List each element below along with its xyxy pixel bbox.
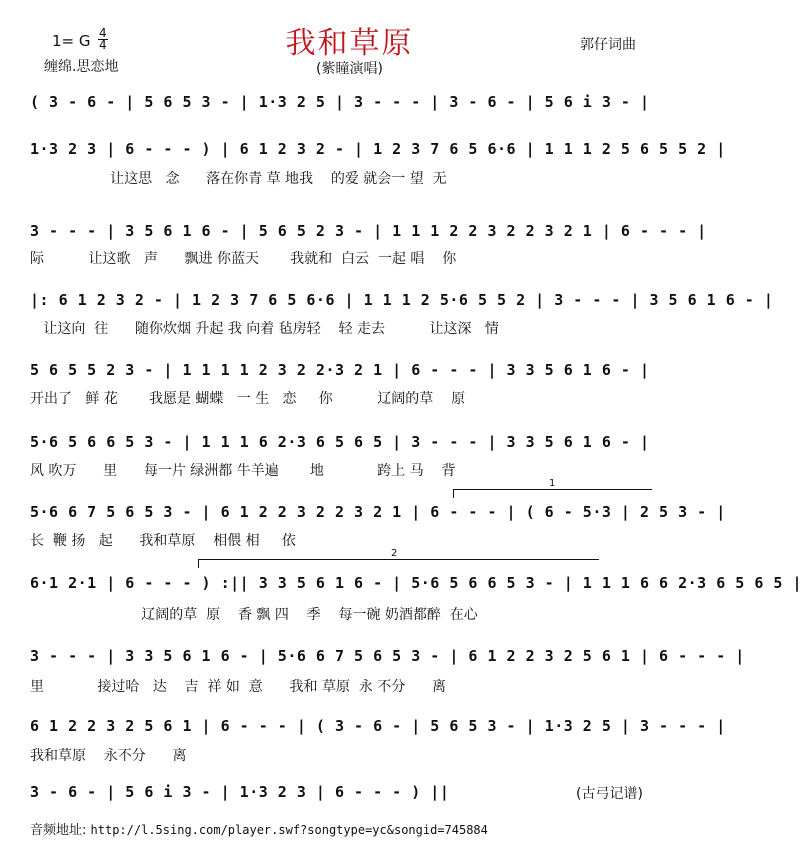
volta-second-ending: 2: [198, 559, 599, 568]
score-row-7-notes: 5·6 6 7 5 6 5 3 - | 6 1 2 2 3 2 2 3 2 1 | 6 - - - | ( 6 - 5·3 | 2 5 3 - |: [30, 503, 726, 521]
author-credit: 郭仔词曲: [580, 37, 636, 53]
transcriber-credit: (古弓记谱): [576, 786, 643, 802]
time-signature: [98, 28, 108, 51]
score-row-4-notes: |: 6 1 2 3 2 - | 1 2 3 7 6 5 6·6 | 1 1 1 2 5·6 5 5 2 | 3 - - - | 3 5 6 1 6 - |: [30, 291, 774, 309]
score-row-1-notes: ( 3 - 6 - | 5 6 5 3 - | 1·3 2 5 | 3 - - - | 3 - 6 - | 5 6 i 3 - |: [30, 93, 650, 111]
score-row-3-lyrics: 际 让这歌 声 飘进 你蓝天 我就和 白云 一起 唱 你: [30, 251, 457, 267]
time-signature-bottom: 4: [99, 38, 107, 52]
score-row-7-lyrics: 长 鞭 扬 起 我和草原 相偎 相 依: [30, 533, 296, 549]
score-row-5-notes: 5 6 5 5 2 3 - | 1 1 1 1 2 3 2 2·3 2 1 | 6 - - - | 3 3 5 6 1 6 - |: [30, 361, 650, 379]
score-row-3-notes: 3 - - - | 3 5 6 1 6 - | 5 6 5 2 3 - | 1 1 1 2 2 3 2 2 3 2 1 | 6 - - - |: [30, 222, 707, 240]
score-row-4-lyrics: 让这向 往 随你炊烟 升起 我 向着 毡房轻 轻 走去 让这深 情: [30, 321, 499, 337]
expression-mark: 缠绵.思恋地: [44, 59, 119, 75]
score-row-5-lyrics: 开出了 鲜 花 我愿是 蝴蝶 一 生 恋 你 辽阔的草 原: [30, 391, 466, 407]
key-signature: 1= G: [52, 32, 91, 50]
score-row-10-notes: 6 1 2 2 3 2 5 6 1 | 6 - - - | ( 3 - 6 - | 5 6 5 3 - | 1·3 2 5 | 3 - - - |: [30, 717, 726, 735]
score-row-6-notes: 5·6 5 6 6 5 3 - | 1 1 1 6 2·3 6 5 6 5 | 3 - - - | 3 3 5 6 1 6 - |: [30, 433, 650, 451]
score-row-8-lyrics: 辽阔的草 原 香 飘 四 季 每一碗 奶酒都醉 在心: [30, 607, 478, 623]
score-row-11-notes: 3 - 6 - | 5 6 i 3 - | 1·3 2 3 | 6 - - - ) ||: [30, 783, 450, 801]
score-row-2-lyrics: 让这思 念 落在你青 草 地我 的爱 就会一 望 无: [30, 171, 447, 187]
time-signature-top: 4: [99, 26, 107, 40]
score-row-9-notes: 3 - - - | 3 3 5 6 1 6 - | 5·6 6 7 5 6 5 3 - | 6 1 2 2 3 2 5 6 1 | 6 - - - |: [30, 647, 745, 665]
audio-link[interactable]: http://l.5sing.com/player.swf?songtype=yc&songid=745884: [90, 823, 488, 837]
score-row-9-lyrics: 里 接过哈 达 吉 祥 如 意 我和 草原 永 不分 离: [30, 679, 447, 695]
singer-credit: (紫瞳演唱): [316, 61, 383, 77]
audio-address: [30, 819, 488, 838]
score-row-2-notes: 1·3 2 3 | 6 - - - ) | 6 1 2 3 2 - | 1 2 3 7 6 5 6·6 | 1 1 1 2 5 6 5 5 2 |: [30, 140, 726, 158]
audio-label: 音频地址:: [30, 823, 87, 838]
volta-first-ending: 1: [453, 489, 652, 498]
score-row-8-notes: 6·1 2·1 | 6 - - - ) :|| 3 3 5 6 1 6 - | 5·6 5 6 6 5 3 - | 1 1 1 6 6 2·3 6 5 6 5 |: [30, 574, 802, 592]
score-row-10-lyrics: 我和草原 永不分 离: [30, 748, 187, 764]
song-title: 我和草原: [285, 26, 414, 61]
score-row-6-lyrics: 风 吹万 里 每一片 绿洲都 牛羊遍 地 跨上 马 背: [30, 463, 456, 479]
